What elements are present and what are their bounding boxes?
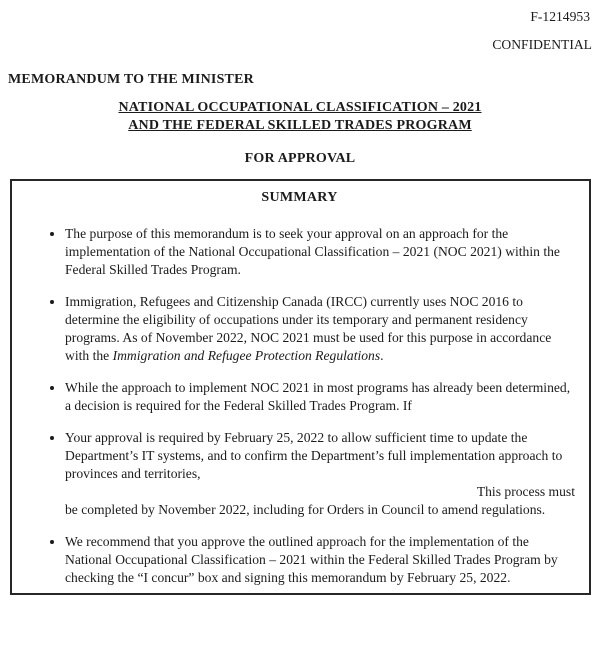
title-line-1: NATIONAL OCCUPATIONAL CLASSIFICATION – 2021 bbox=[118, 100, 482, 115]
summary-bullet-list bbox=[24, 225, 575, 587]
regulations-italic-title: Immigration and Refugee Protection Regulations bbox=[112, 348, 381, 363]
bullet-noc2016-period: . bbox=[380, 348, 384, 363]
summary-box bbox=[10, 179, 591, 595]
summary-heading: SUMMARY bbox=[261, 190, 338, 205]
bullet-noc2016-text: Immigration, Refugees and Citizenship Canada (IRCC) currently uses NOC 2016 to determine the eligibility of occupations under its temporary and permanent residency programs. As of November 2022, NOC 2021 must be used for this purpose in accordance with the bbox=[65, 294, 552, 363]
memo-heading: MEMORANDUM TO THE MINISTER bbox=[8, 72, 254, 87]
reference-number: F-1214953 bbox=[530, 9, 590, 24]
bullet-noc2016-usage bbox=[65, 293, 575, 365]
bullet-decision-required bbox=[65, 379, 575, 415]
bullet-deadline-text: Your approval is required by February 25, 2022 to allow sufficient time to update the Department’s IT systems, and to confirm the Department’s full implementation approach to provinces and territories, bbox=[65, 430, 563, 481]
bullet-deadline-right-fragment: This process must bbox=[476, 484, 575, 499]
bullet-approval-deadline bbox=[65, 429, 575, 519]
bullet-purpose bbox=[65, 225, 575, 279]
bullet-decision-text: While the approach to implement NOC 2021 in most programs has already been determined, a decision is required for the Federal Skilled Trades Program. If bbox=[65, 380, 571, 413]
bullet-purpose-text: The purpose of this memorandum is to seek your approval on an approach for the implementation of the National Occupational Classification – 2021 (NOC 2021) within the Federal Skilled Trades Program. bbox=[65, 226, 560, 277]
title-line-2: AND THE FEDERAL SKILLED TRADES PROGRAM bbox=[128, 118, 472, 133]
approval-heading: FOR APPROVAL bbox=[244, 151, 356, 166]
bullet-deadline-continuation: be completed by November 2022, including for Orders in Council to amend regulations. bbox=[65, 502, 546, 517]
bullet-recommendation bbox=[65, 533, 575, 587]
bullet-recommendation-text: We recommend that you approve the outlined approach for the implementation of the National Occupational Classification – 2021 within the Federal Skilled Trades Program by checking the “I concur” box and signing this memorandum by February 25, 2022. bbox=[65, 534, 558, 585]
classification-marking: CONFIDENTIAL bbox=[492, 37, 592, 52]
document-title bbox=[8, 99, 592, 135]
